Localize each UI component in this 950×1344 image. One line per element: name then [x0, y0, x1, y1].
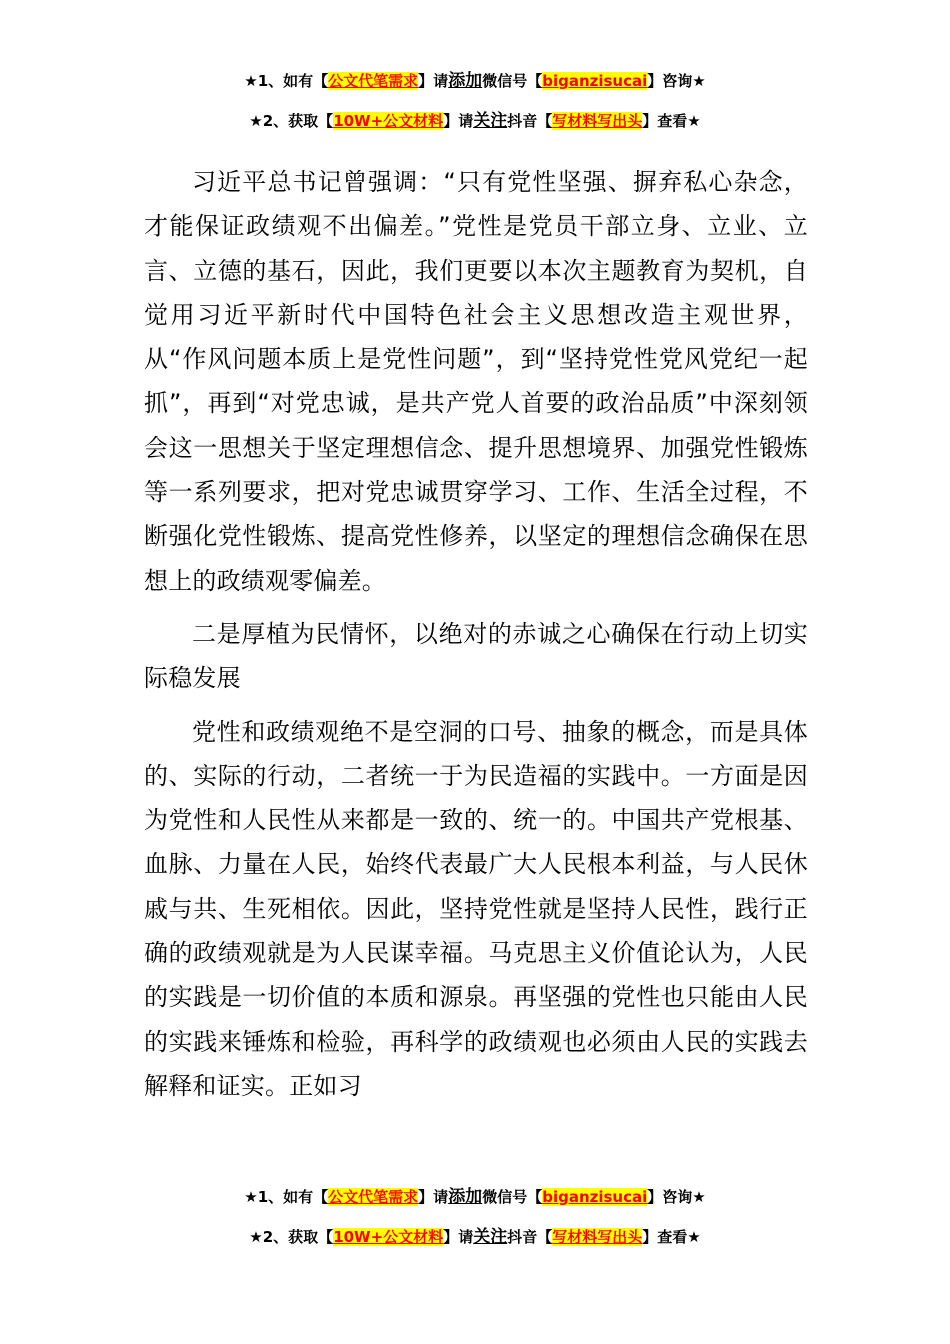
highlight-wechat-id: biganzisucai — [542, 1188, 648, 1206]
connector-text: 】请 — [418, 72, 449, 90]
highlight-service: 公文代笔需求 — [328, 72, 419, 90]
connector-text: 】请 — [443, 1228, 474, 1246]
connector-text: 】请 — [443, 112, 474, 130]
footer-promo-line-1 — [0, 1186, 950, 1208]
wechat-label: 微信号【 — [482, 72, 543, 90]
footer-promo-line-2 — [0, 1226, 950, 1248]
highlight-materials: 10W+公文材料 — [333, 112, 444, 130]
star-prefix: ★1、如有【 — [244, 72, 329, 90]
emphasis-add: 添加 — [448, 71, 483, 91]
paragraph-1: 习近平总书记曾强调：“只有党性坚强、摒弃私心杂念，才能保证政绩观不出偏差。”党性是党员干部立身、立业、立言、立德的基石，因此，我们更要以本次主题教育为契机，自觉用习近平新时代中国特色社会主义思想改造主观世界，从“作风问题本质上是党性问题”，到“坚持党性党风党纪一起抓”，再到“对党忠诚，是共产党人首要的政治品质”中深刻领会这一思想关于坚定理想信念、提升思想境界、加强党性锻炼等一系列要求，把对党忠诚贯穿学习、工作、生活全过程，不断强化党性锻炼、提高党性修养，以坚定的理想信念确保在思想上的政绩观零偏差。 — [144, 168, 808, 595]
highlight-douyin-name: 写材料写出头 — [552, 1228, 643, 1246]
highlight-materials: 10W+公文材料 — [333, 1228, 444, 1246]
header-promo-line-1 — [0, 70, 950, 92]
suffix-text: 】咨询★ — [647, 72, 706, 90]
douyin-label: 抖音【 — [507, 112, 553, 130]
emphasis-follow: 关注 — [473, 1227, 508, 1247]
suffix-text: 】查看★ — [642, 112, 701, 130]
emphasis-follow: 关注 — [473, 111, 508, 131]
connector-text: 】请 — [418, 1188, 449, 1206]
paragraph-3: 党性和政绩观绝不是空洞的口号、抽象的概念，而是具体的、实际的行动，二者统一于为民造福的实践中。一方面是因为党性和人民性从来都是一致的、统一的。中国共产党根基、血脉、力量在人民，始终代表最广大人民根本利益，与人民休戚与共、生死相依。因此，坚持党性就是坚持人民性，践行正确的政绩观就是为人民谋幸福。马克思主义价值论认为，人民的实践是一切价值的本质和源泉。再坚强的党性也只能由人民的实践来锤炼和检验，再科学的政绩观也必须由人民的实践去解释和证实。正如习 — [144, 717, 808, 1100]
highlight-service: 公文代笔需求 — [328, 1188, 419, 1206]
header-promo-line-2 — [0, 110, 950, 132]
highlight-douyin-name: 写材料写出头 — [552, 112, 643, 130]
highlight-wechat-id: biganzisucai — [542, 72, 648, 90]
star-prefix: ★2、获取【 — [249, 1228, 334, 1246]
emphasis-add: 添加 — [448, 1187, 483, 1207]
wechat-label: 微信号【 — [482, 1188, 543, 1206]
suffix-text: 】查看★ — [642, 1228, 701, 1246]
star-prefix: ★1、如有【 — [244, 1188, 329, 1206]
douyin-label: 抖音【 — [507, 1228, 553, 1246]
star-prefix: ★2、获取【 — [249, 112, 334, 130]
paragraph-2-heading: 二是厚植为民情怀，以绝对的赤诚之心确保在行动上切实际稳发展 — [144, 619, 808, 693]
suffix-text: 】咨询★ — [647, 1188, 706, 1206]
document-body — [144, 160, 808, 1117]
